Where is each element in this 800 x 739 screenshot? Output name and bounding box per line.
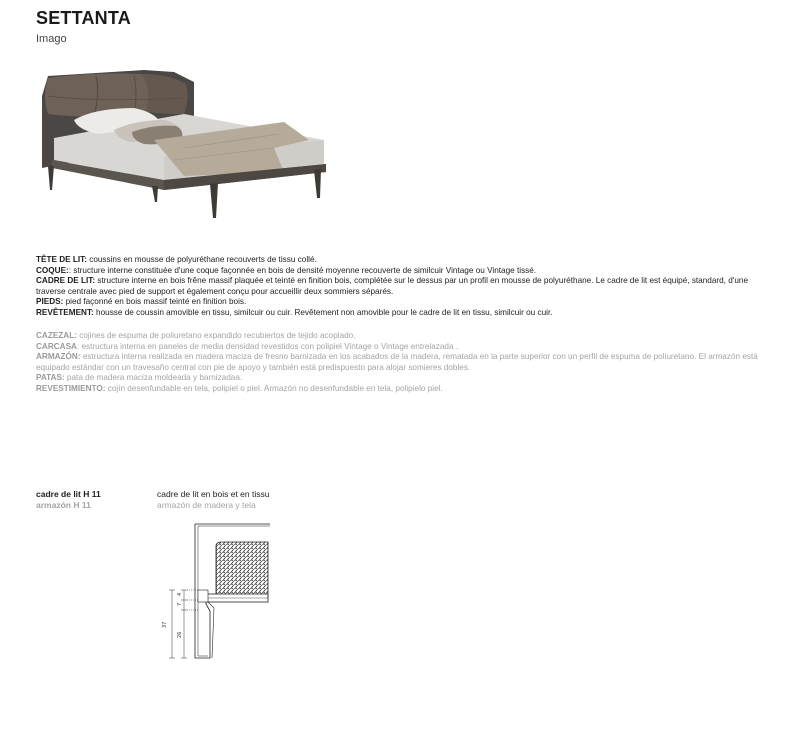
frame-description-fr: cadre de lit en bois et en tissu (157, 489, 270, 499)
frame-section-drawing (150, 516, 290, 666)
frame-label (36, 489, 101, 511)
spec-line: CARCASA: estructura interna en paneles de media densidad revestidos con polipiel Vintage o Vintage entrelazada . (36, 341, 459, 351)
frame-label-es: armazón H 11 (36, 500, 91, 510)
frame-label-fr: cadre de lit H 11 (36, 489, 101, 499)
spec-line: PIEDS: pied façonné en bois massif teinté en finition bois. (36, 297, 247, 307)
dimension-rail-top: 4 (177, 592, 183, 596)
frame-description (157, 489, 269, 511)
specs-french (36, 255, 766, 319)
spec-line: PATAS: pata de madera maciza moldeada y barnizadaa. (36, 373, 243, 383)
spec-line: CADRE DE LIT: structure interne en bois frêne massif plaquée et teinté en finition bois, complétée sur le dessus par un profil en mousse de polyuréthane. Le cadre de lit est équipé, standard, d'une traverse centrale avec pied de support et également conçu pour accueillir deux sommiers séparés. (36, 276, 749, 296)
spec-line: REVESTIMIENTO: cojín desenfundable en tela, polipiel o piel. Armazón no desenfundable en tela, polipielo piel. (36, 383, 443, 393)
frame-description-es: armazón de madera y tela (157, 500, 256, 510)
dimension-total-height: 37 (162, 621, 168, 628)
spec-line: ARMAZÓN: estructura interna realizada en madera maciza de fresno barnizada en los acabados de la madera, rematada en la parte superior con un perfil de espuma de poliuretano. El armazón está equipado estándar con un travesaño central con pie de apoyo y también está predispuesto para alojar somieres dobles. (36, 352, 758, 372)
product-title: SETTANTA (36, 8, 131, 28)
spec-line: CAZEZAL: cojines de espuma de poliuretano expandido recubiertos de tejido acoplado. (36, 331, 356, 340)
product-subtitle: Imago (36, 33, 67, 45)
spec-line: REVÊTEMENT: housse de coussin amovible en tissu, similcuir ou cuir. Revêtement non amovible pour le cadre de lit en tissu, similcuir ou cuir. (36, 307, 553, 317)
dimension-rail-bottom: 7 (177, 602, 183, 606)
dimension-leg-height: 26 (177, 631, 183, 638)
specs-spanish (36, 331, 766, 395)
spec-line: TÊTE DE LIT: coussins en mousse de polyuréthane recouverts de tissu collé. (36, 255, 317, 264)
bed-image (34, 68, 334, 223)
spec-line: COQUE:: structure interne constituée d'une coque façonnée en bois de densité moyenne recouverte de similcuir Vintage ou Vintage tissé. (36, 265, 537, 275)
